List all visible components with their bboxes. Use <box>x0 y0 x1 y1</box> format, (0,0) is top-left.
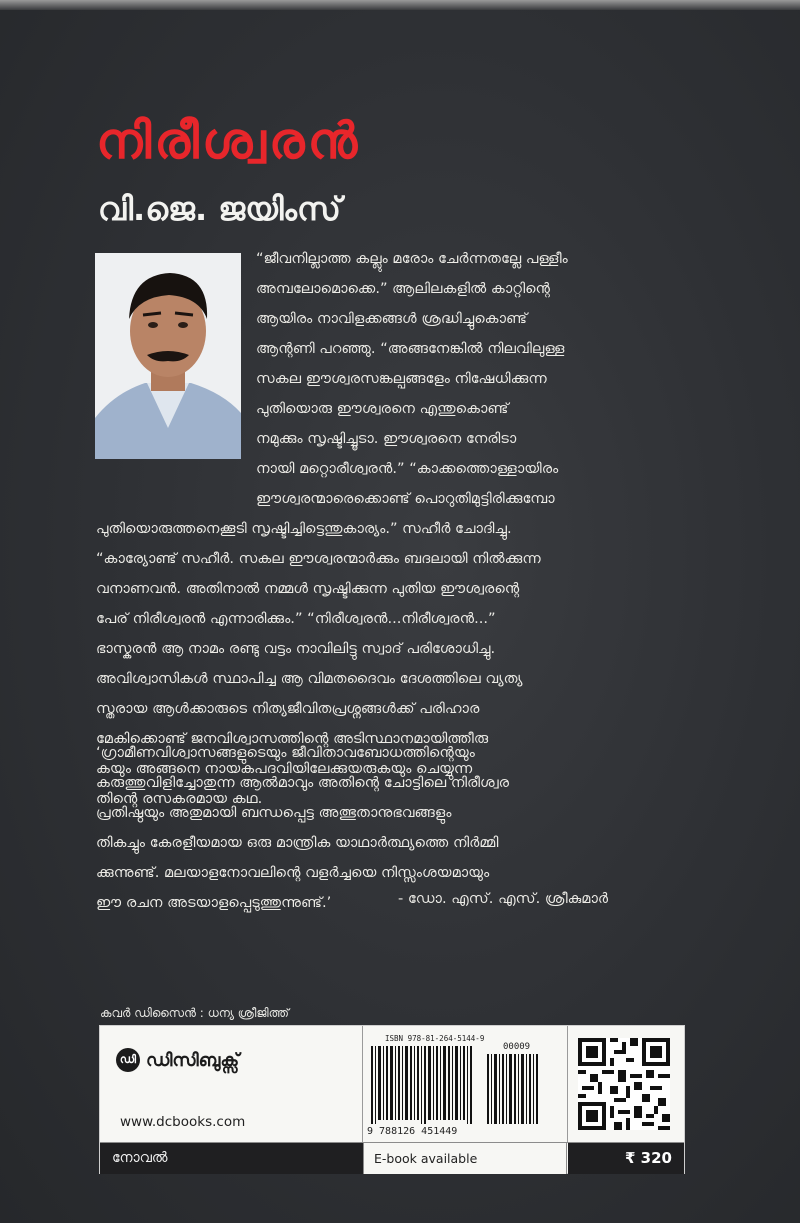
blurb-line: “ജീവനില്ലാത്ത കല്ലും മരോം ചേർന്നതല്ലേ പള്ളീം <box>256 250 568 267</box>
blurb-line: നായി മറ്റൊരീശ്വരൻ.” “കാക്കത്തൊള്ളായിരം <box>256 460 559 477</box>
publisher-website[interactable]: www.dcbooks.com <box>120 1114 246 1130</box>
isbn-barcode <box>363 1032 558 1140</box>
blurb-line: സകല ഈശ്വരസങ്കല്പങ്ങളേം നിഷേധിക്കുന്ന <box>256 370 547 387</box>
publisher-logo <box>116 1048 239 1072</box>
publisher-panel <box>99 1025 685 1174</box>
review-line: തികച്ചും കേരളീയമായ ഒരു മാന്ത്രിക യാഥാർത്ഥ്യത്തെ നിർമ്മി <box>96 834 499 851</box>
dc-books-icon: ഡി <box>116 1048 140 1072</box>
blurb-line: സ്തരായ ആൾക്കാരുടെ നിത്യജീവിതപ്രശ്നങ്ങൾക്ക് പരിഹാര <box>96 700 480 717</box>
blurb-line: പേര് നിരീശ്വരൻ എന്നാരിക്കും.” “നിരീശ്വരൻ...നിരീശ്വരൻ...” <box>96 610 496 627</box>
publisher-name: ഡിസിബുക്സ് <box>146 1049 240 1071</box>
genre-label: നോവൽ <box>100 1143 363 1174</box>
author-name: വി.ജെ. ജയിംസ് <box>98 190 341 228</box>
qr-code-icon[interactable] <box>578 1038 670 1130</box>
blurb-line: ആയിരം നാവിളക്കങ്ങൾ ശ്രദ്ധിച്ചുകൊണ്ട് <box>256 310 528 327</box>
reviewer-name: - ഡോ. എസ്. എസ്. ശ്രീകുമാർ <box>398 890 609 907</box>
blurb-line: ഈശ്വരന്മാരെക്കൊണ്ട് പൊറുതിമുട്ടിരിക്കുമ്പോ <box>256 490 555 507</box>
blurb-line: മേകിക്കൊണ്ട് ജനവിശ്വാസത്തിന്റെ അടിസ്ഥാനമായിത്തീരു <box>96 730 489 747</box>
blurb-line: അവിശ്വാസികൾ സ്ഥാപിച്ച ആ വിമതദൈവം ദേശത്തിലെ വ്യത്യ <box>96 670 523 687</box>
blurb-line: നമുക്കും സൃഷ്ടിച്ചൂടാ. ഈശ്വരനെ നേരിടാ <box>256 430 517 447</box>
barcode-digits: 9 788126 451449 <box>367 1126 458 1137</box>
cover-design-credit: കവർ ഡിസൈൻ : ധന്യ ശ്രീജിത്ത് <box>100 1006 289 1020</box>
blurb <box>96 244 696 814</box>
blurb-line: പുതിയൊരു ഈശ്വരനെ എന്തുകൊണ്ട് <box>256 400 509 417</box>
ebook-availability: E-book available <box>363 1143 567 1174</box>
price-label: ₹ 320 <box>568 1143 684 1174</box>
blurb-line: “കാര്യോണ്ട് സഹീർ. സകല ഈശ്വരന്മാർക്കും ബദലായി നിൽക്കുന്ന <box>96 550 541 567</box>
blurb-line: ആന്റണി പറഞ്ഞു. “അങ്ങനേങ്കിൽ നിലവിലുള്ള <box>256 340 565 357</box>
divider <box>567 1026 568 1142</box>
blurb-line: വനാണവൻ. അതിനാൽ നമ്മൾ സൃഷ്ടിക്കുന്ന പുതിയ ഈശ്വരന്റെ <box>96 580 520 597</box>
blurb-line: തിന്റെ രസകരമായ കഥ. <box>96 790 263 807</box>
blurb-line: അമ്പലോമൊക്കെ.” ആലിലകളിൽ കാറ്റിന്റെ <box>256 280 551 297</box>
price-code: 00009 <box>503 1042 531 1052</box>
review-line: ഈ രചന അടയാളപ്പെടുത്തുന്നുണ്ട്.’ <box>96 894 332 911</box>
book-top-edge <box>0 0 800 10</box>
book-title: നിരീശ്വരൻ <box>96 112 361 170</box>
footer-strip <box>100 1142 684 1174</box>
review-line: കരുത്തുവിളിച്ചോതുന്ന ആൽമാവും അതിന്റെ ചോട്ടിലെ നിരീശ്വര <box>96 774 510 791</box>
blurb-line: പുതിയൊരുത്തനെക്കൂടി സൃഷ്ടിച്ചിട്ടെന്തുകാര്യം.” സഹീർ ചോദിച്ചു. <box>96 520 512 537</box>
isbn-number: ISBN 978-81-264-5144-9 <box>385 1034 485 1043</box>
blurb-line: കയും അങ്ങനെ നായകപദവിയിലേക്കുയരുകയും ചെയ്യുന്ന <box>96 760 473 777</box>
blurb-line: ഭാസ്കരൻ ആ നാമം രണ്ടു വട്ടം നാവിലിട്ടു സ്വാദ് പരിശോധിച്ചു. <box>96 640 496 657</box>
review-line: പ്രതിഷ്ഠയും അതുമായി ബന്ധപ്പെട്ട അത്ഭുതാനുഭവങ്ങളും <box>96 804 452 821</box>
review-line: ‘ഗ്രാമീണവിശ്വാസങ്ങളുടെയും ജീവിതാവബോധത്തിന്റെയും <box>96 744 475 761</box>
review-line: ക്കുന്നുണ്ട്. മലയാളനോവലിന്റെ വളർച്ചയെ നിസ്സംശയമായും <box>96 864 490 881</box>
